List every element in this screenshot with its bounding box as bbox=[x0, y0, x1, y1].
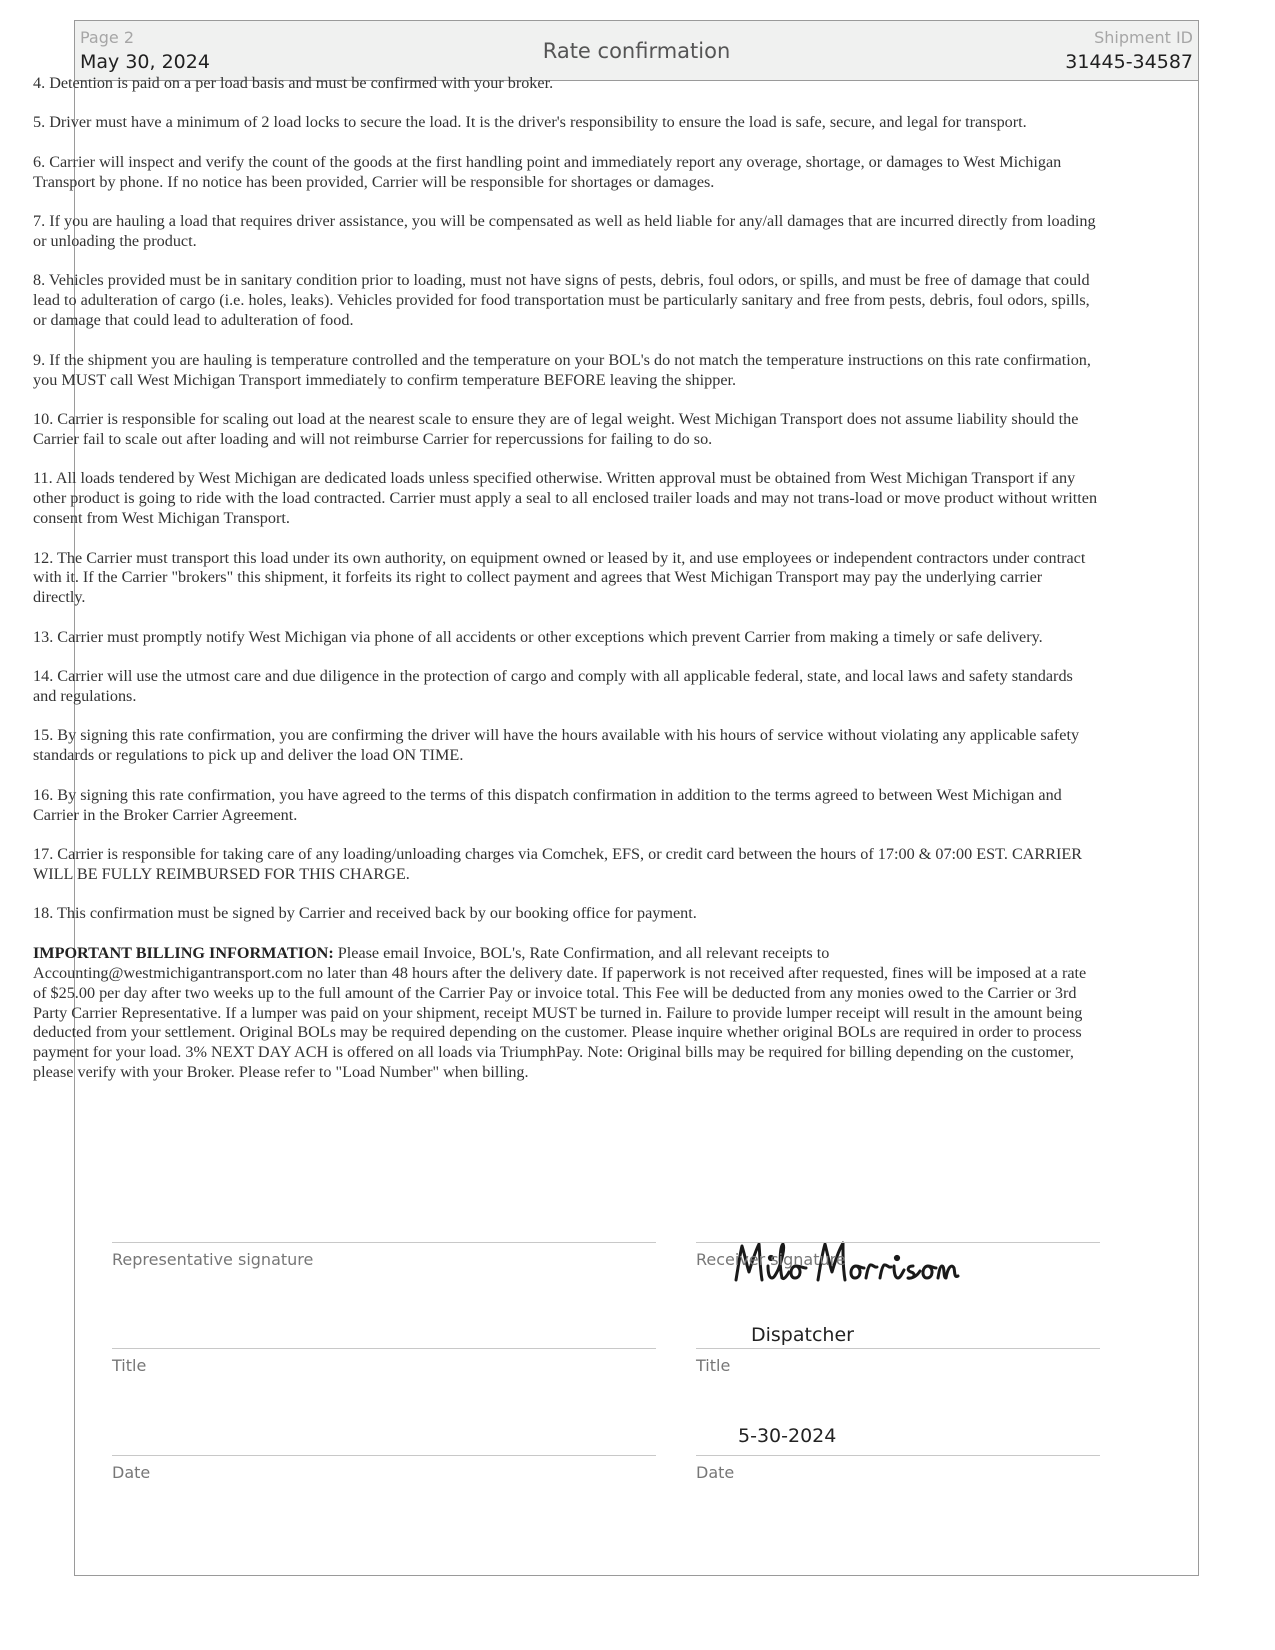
term-5: 5. Driver must have a minimum of 2 load locks to secure the load. It is the driver's responsibility to ensure the load is safe, secure, and legal for transport. bbox=[33, 113, 1027, 132]
representative-title-line[interactable] bbox=[112, 1348, 656, 1349]
document-date: May 30, 2024 bbox=[80, 51, 210, 73]
page-number: Page 2 bbox=[80, 28, 134, 47]
term-13: 13. Carrier must promptly notify West Michigan via phone of all accidents or other exceptions which prevent Carrier from making a timely or safe delivery. bbox=[33, 627, 1043, 646]
term-8: 8. Vehicles provided must be in sanitary condition prior to loading, must not have signs of pests, debris, foul odors, or spills, and must be free of damage that could lead to adulteration of cargo (i.e. holes, leaks). Vehicles provided for food transportation must be particularly sanitary and free from pests, debris, foul odors, spills, or damage that could lead to adulteration of food. bbox=[33, 271, 1090, 330]
representative-date-line[interactable] bbox=[112, 1455, 656, 1456]
term-15: 15. By signing this rate confirmation, you are confirming the driver will have the hours available with his hours of service without violating any applicable safety standards or regulations to pick up and deliver the load ON TIME. bbox=[33, 726, 1080, 765]
billing-information bbox=[33, 944, 1098, 1083]
billing-label: IMPORTANT BILLING INFORMATION: bbox=[33, 943, 334, 962]
term-18: 18. This confirmation must be signed by Carrier and received back by our booking office for payment. bbox=[33, 904, 697, 923]
term-9: 9. If the shipment you are hauling is temperature controlled and the temperature on your BOL's do not match the temperature instructions on this rate confirmation, you MUST call West Michigan Transport immediately to confirm temperature BEFORE leaving the shipper. bbox=[33, 350, 1091, 389]
representative-date-label: Date bbox=[112, 1463, 151, 1482]
term-10: 10. Carrier is responsible for scaling out load at the nearest scale to ensure they are of legal weight. West Michigan Transport does not assume liability should the Carrier fail to scale out after loading and will not reimburse Carrier for repercussions for failing to do so. bbox=[33, 409, 1079, 448]
representative-title-label: Title bbox=[112, 1356, 147, 1375]
term-16: 16. By signing this rate confirmation, you have agreed to the terms of this dispatch confirmation in addition to the terms agreed to between West Michigan and Carrier in the Broker Carrier Agreement. bbox=[33, 785, 1062, 824]
term-17: 17. Carrier is responsible for taking care of any loading/unloading charges via Comchek, EFS, or credit card between the hours of 17:00 & 07:00 EST. CARRIER WILL BE FULLY REIMBURSED FOR THIS CHARGE. bbox=[33, 845, 1083, 883]
shipment-id: 31445-34587 bbox=[1065, 51, 1193, 73]
term-11: 11. All loads tendered by West Michigan are dedicated loads unless specified otherwise. Written approval must be obtained from West Michigan Transport if any other product is going to ride with the load contracted. Carrier must apply a seal to all enclosed trailer loads and may not trans-load or move product without written consent from West Michigan Transport. bbox=[33, 469, 1098, 528]
term-7: 7. If you are hauling a load that requires driver assistance, you will be compensated as well as held liable for any/all damages that are incurred directly from loading or unloading the product. bbox=[33, 212, 1096, 251]
shipment-id-label: Shipment ID bbox=[1094, 28, 1193, 47]
receiver-date-label: Date bbox=[696, 1463, 735, 1482]
receiver-date-line[interactable] bbox=[696, 1455, 1100, 1456]
term-6: 6. Carrier will inspect and verify the count of the goods at the first handling point and immediately report any overage, shortage, or damages to West Michigan Transport by phone. If no notice has been provided, Carrier will be responsible for shortages or damages. bbox=[33, 152, 1062, 191]
receiver-title-label: Title bbox=[696, 1356, 731, 1375]
term-14: 14. Carrier will use the utmost care and due diligence in the protection of cargo and comply with all applicable federal, state, and local laws and safety standards and regulations. bbox=[33, 667, 1073, 706]
term-12: 12. The Carrier must transport this load under its own authority, on equipment owned or leased by it, and use employees or independent contractors under contract with it. If the Carrier "brokers" this shipment, it forfeits its right to collect payment and agrees that West Michigan Transport may pay the underlying carrier directly. bbox=[33, 548, 1086, 607]
billing-text: Please email Invoice, BOL's, Rate Confirmation, and all relevant receipts to Accounting@westmichigantransport.com no later than 48 hours after the delivery date. If paperwork is not received after requested, fines will be imposed at a rate of $25.00 per day after two weeks up to the full amount of the Carrier Pay or invoice total. This Fee will be deducted from any monies owed to the Carrier or 3rd Party Carrier Representative. If a lumper was paid on your shipment, receipt MUST be turned in. Failure to provide lumper receipt will result in the amount being deducted from your settlement. Original BOLs may be required depending on the customer. Please inquire whether original BOLs are required in order to process payment for your load. 3% NEXT DAY ACH is offered on all loads via TriumphPay. Note: Original bills may be required for billing depending on the customer, please verify with your Broker. Please refer to "Load Number" when billing. bbox=[33, 943, 1087, 1082]
receiver-date-value: 5-30-2024 bbox=[738, 1425, 837, 1447]
representative-signature-line[interactable] bbox=[112, 1242, 656, 1243]
representative-signature-label: Representative signature bbox=[112, 1250, 314, 1269]
receiver-signature-line[interactable] bbox=[696, 1242, 1100, 1243]
page-header bbox=[75, 21, 1198, 81]
terms-list bbox=[33, 74, 1098, 1103]
receiver-title-value: Dispatcher bbox=[751, 1324, 854, 1346]
document-title: Rate confirmation bbox=[542, 39, 731, 63]
term-4: 4. Detention is paid on a per load basis and must be confirmed with your broker. bbox=[33, 74, 554, 92]
receiver-title-line[interactable] bbox=[696, 1348, 1100, 1349]
receiver-signature-label: Receiver signature bbox=[696, 1250, 846, 1269]
